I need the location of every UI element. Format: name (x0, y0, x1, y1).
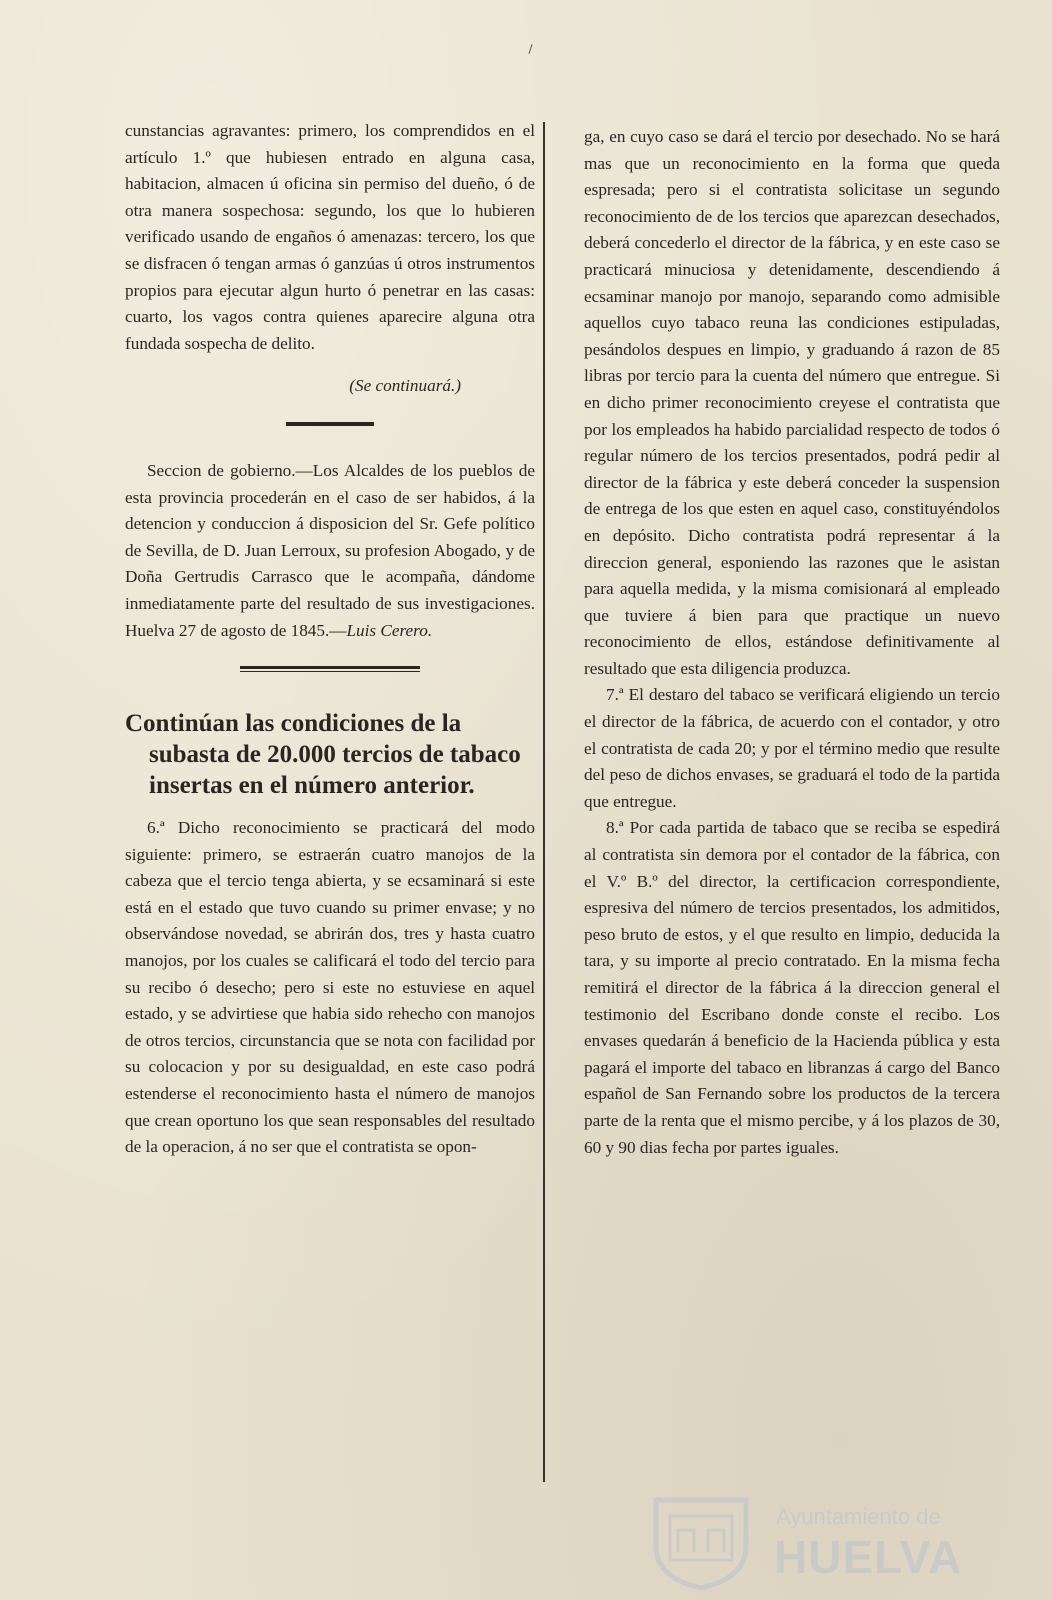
notice-text: Seccion de gobierno.—Los Alcaldes de los pueblos de esta provincia procederán en el caso de ser habidos, á la detencion y conduccion á disposicion del Sr. Gefe político de Sevilla, de D. Juan Lerroux, su profesion Abogado, y de Doña Gertrudis Carrasco que le acompaña, dándome inmediatamente parte del resultado de sus investigaciones. Huelva 27 de agosto de 1845.— (125, 460, 535, 640)
paragraph-7: 7.ª El destaro del tabaco se verificará eligiendo un tercio el director de la fábrica, de acuerdo con el contador, y otro el contratista de cada 20; y por el término medio que resulte del peso de dichos envases, se graduará el todo de la partida que entregue. (584, 685, 1000, 811)
paragraph-8: 8.ª Por cada partida de tabaco que se reciba se espedirá al contratista sin demora por el contador de la fábrica, con el V.º B.º del director, la certificacion correspondiente, espresiva del número de tercios presentados, los admitidos, peso bruto de estos, y el que resulto en limpio, deducida la tara, y su importe al precio contratado. En la misma fecha remitirá el director de la fábrica á la direccion general el testimonio del Escribano donde conste el recibo. Los envases quedarán á beneficio de la Hacienda pública y esta pagará el importe del tabaco en libranzas á cargo del Banco español de San Fernando sobre los productos de la tercera parte de la renta que el mismo percibe, y á los plazos de 30, 60 y 90 dias fecha por partes iguales. (584, 818, 1000, 1157)
right-column (584, 124, 1000, 1161)
section-divider (286, 422, 374, 426)
archive-watermark (646, 1494, 976, 1590)
watermark-line1: Ayuntamiento de (776, 1504, 941, 1529)
continuation-note: (Se continuará.) (349, 376, 461, 396)
paragraph-6-continued: ga, en cuyo caso se dará el tercio por desechado. No se hará mas que un reconocimiento en la forma que queda espresada; pero si el contratista solicitase un segundo reconocimiento de de los tercios que aparezcan desechados, deberá concederlo el director de la fábrica, y en este caso se practicará minuciosa y detenidamente, descendiendo á ecsaminar manojo por manojo, separando como admisible aquellos cuyo tabaco reuna las condiciones estipuladas, pesándolos despues en limpio, y graduando á razon de 85 libras por tercio para la cuenta del número que entregue. Si en dicho primer reconocimiento creyese el contratista que por los empleados ha habido parcialidad respecto de todos ó regular número de los tercios presentados, podrá pedir al director de la fábrica y este deberá conceder la suspension de entrega de los que esten en aquel caso, constituyéndolos en depósito. Dicho contratista podrá representar á la direccion general, esponiendo las razones que le asistan para aquella medida, y la misma comisionará al empleado que tuviere á bien para que practique un nuevo reconocimiento de ellos, estándose definitivamente al resultado que esta diligencia produzca. (584, 127, 1000, 678)
column-divider (543, 122, 545, 1482)
double-divider (240, 666, 420, 672)
intro-paragraph: cunstancias agravantes: primero, los comprendidos en el artículo 1.º que hubiesen entrado en alguna casa, habitacion, almacen ú oficina sin permiso del dueño, ó de otra manera sospechosa: segundo, los que lo hubieren verificado usando de engaños ó amenazas: tercero, los que se disfracen ó tengan armas ó ganzúas ú otros instrumentos propios para ejecutar algun hurto ó penetrar en las casas: cuarto, los vagos contra quienes aparecire alguna otra fundada sospecha de delito. (125, 121, 535, 353)
notice-paragraph (125, 458, 535, 644)
notice-signature: Luis Cerero. (346, 620, 433, 640)
print-mark (528, 44, 532, 54)
watermark-line2: HUELVA (774, 1531, 963, 1583)
city-shield-icon (646, 1494, 756, 1590)
left-column (125, 118, 535, 1161)
paragraph-6: 6.ª Dicho reconocimiento se practicará del modo siguiente: primero, se estraerán cuatro manojos de la cabeza que el tercio tenga abierta, y se ecsaminará si este está en el estado que tuvo cuando su primer envase; y no observándose novedad, se abrirán dos, tres y hasta cuatro manojos, por los cuales se calificará el todo del tercio para su recibo ó desecho; pero si este no estuviese en aquel estado, y se advirtiese que habia sido rehecho con manojos de otros tercios, circunstancia que se nota con facilidad por su colocacion y por su desigualdad, en este caso podrá estenderse el reconocimiento hasta el número de manojos que crean oportuno los que sean responsables del resultado de la operacion, á no ser que el contratista se opon- (125, 818, 535, 1157)
article-heading: Continúan las condiciones de la subasta de 20.000 tercios de tabaco insertas en el número anterior. (125, 710, 521, 800)
